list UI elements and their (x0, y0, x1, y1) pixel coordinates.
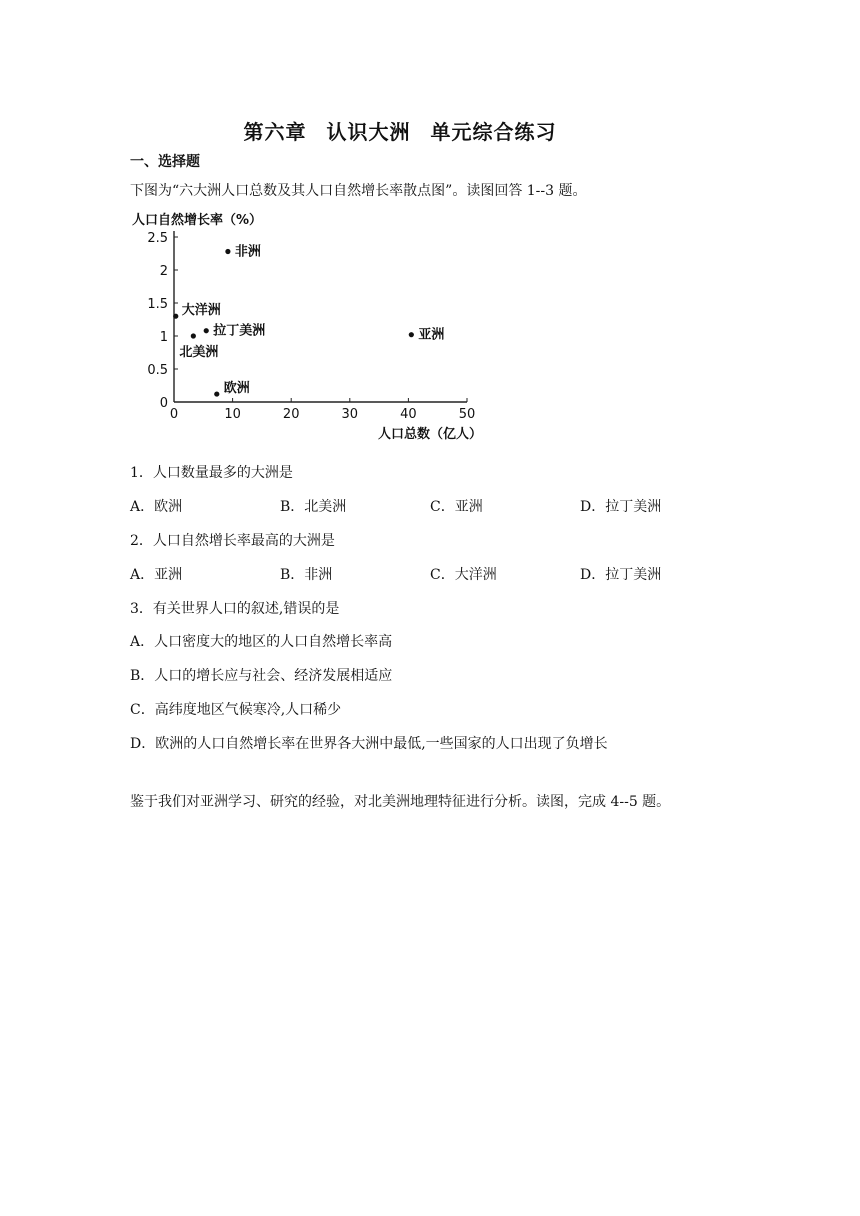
x-tick-label: 20 (282, 407, 300, 422)
data-point-label: 拉丁美洲 (213, 323, 266, 339)
data-point (173, 314, 178, 319)
y-tick-label: 1 (159, 330, 168, 345)
question-3-option-d: D．欧洲的人口自然增长率在世界各大洲中最低,一些国家的人口出现了负增长 (130, 736, 608, 752)
y-axis-title: 人口自然增长率（%） (132, 213, 263, 228)
question-3-option-a: A．人口密度大的地区的人口自然增长率高 (130, 634, 393, 650)
section-heading: 一、选择题 (130, 154, 200, 170)
question-2-option-c: C．大洋洲 (430, 567, 497, 583)
question-1-option-c: C．亚洲 (430, 499, 483, 515)
x-tick-label: 10 (224, 407, 241, 422)
x-tick-label: 50 (458, 407, 476, 422)
scatter-chart (118, 206, 488, 446)
data-point (204, 328, 209, 333)
data-point-label: 非洲 (234, 244, 261, 260)
x-axis-title: 人口总数（亿人） (377, 427, 482, 442)
y-tick-label: 2 (159, 264, 168, 279)
question-2-option-d: D．拉丁美洲 (580, 567, 662, 583)
question-2-stem: 2．人口自然增长率最高的大洲是 (130, 533, 335, 549)
title-chapter: 第六章 (243, 120, 307, 144)
y-tick-label: 1.5 (147, 297, 168, 312)
y-tick-label: 0.5 (147, 363, 168, 378)
x-tick-label: 30 (341, 407, 359, 422)
question-2-option-a: A．亚洲 (130, 567, 183, 583)
question-1-stem: 1．人口数量最多的大洲是 (130, 465, 293, 481)
question-3-stem: 3．有关世界人口的叙述,错误的是 (130, 601, 340, 617)
x-tick-label: 40 (400, 407, 417, 422)
title-subtitle: 单元综合练习 (430, 120, 557, 144)
question-3-option-b: B．人口的增长应与社会、经济发展相适应 (130, 668, 393, 684)
data-point (409, 332, 414, 337)
question-2-option-b: B．非洲 (280, 567, 333, 583)
data-point-label: 北美洲 (179, 345, 219, 360)
y-tick-label: 2.5 (147, 231, 168, 246)
data-point (214, 391, 219, 396)
x-tick-label: 0 (169, 407, 179, 422)
question-1-option-d: D．拉丁美洲 (580, 499, 662, 515)
intro-text: 下图为“六大洲人口总数及其人口自然增长率散点图”。读图回答 1--3 题。 (130, 183, 587, 199)
data-point (191, 333, 196, 338)
data-point (225, 249, 230, 254)
question-1-option-b: B．北美洲 (280, 499, 347, 515)
question-3-option-c: C．高纬度地区气候寒冷,人口稀少 (130, 702, 342, 718)
data-point-label: 欧洲 (223, 381, 250, 397)
title-topic: 认识大洲 (326, 120, 411, 144)
outro-text: 鉴于我们对亚洲学习、研究的经验，对北美洲地理特征进行分析。读图，完成 4--5 题。 (130, 794, 671, 810)
page-title (0, 116, 800, 145)
data-point-label: 亚洲 (418, 327, 445, 343)
data-point-label: 大洋洲 (181, 303, 221, 319)
question-1-option-a: A．欧洲 (130, 499, 183, 515)
y-tick-label: 0 (159, 396, 168, 411)
